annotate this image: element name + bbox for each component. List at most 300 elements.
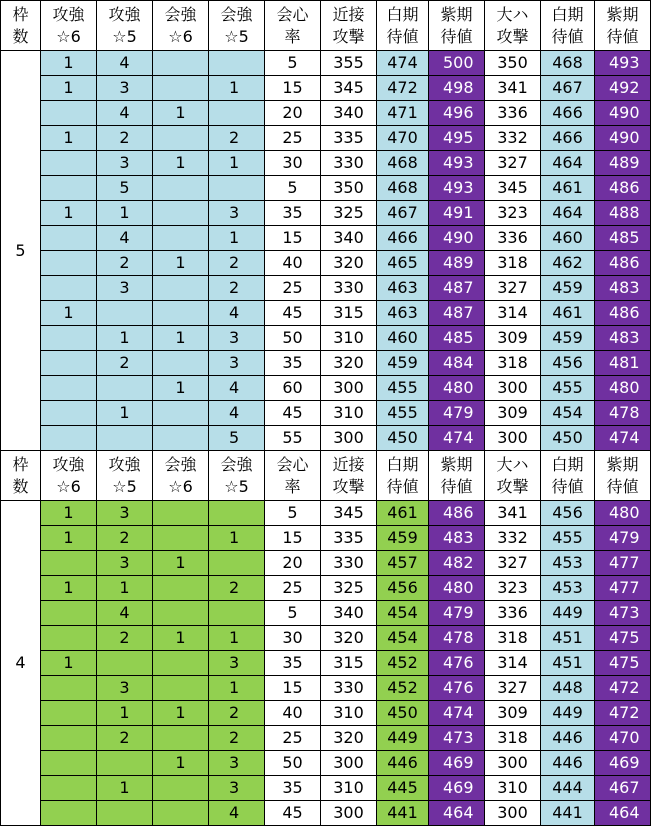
- big-attack-cell: 300: [485, 376, 541, 401]
- white-expected-cell: 446: [377, 751, 429, 776]
- crit-rate-cell: 50: [265, 326, 321, 351]
- purple-expected-2-cell: 469: [595, 751, 651, 776]
- purple-expected-cell: 464: [429, 801, 485, 826]
- white-expected-2-cell: 453: [541, 551, 595, 576]
- purple-expected-2-cell: 488: [595, 201, 651, 226]
- crit-boost-6-cell: [153, 576, 209, 601]
- crit-boost-6-cell: [153, 501, 209, 526]
- crit-boost-5-cell: 2: [209, 726, 265, 751]
- crit-boost-6-cell: [153, 801, 209, 826]
- big-attack-cell: 336: [485, 601, 541, 626]
- crit-boost-6-cell: [153, 776, 209, 801]
- attack-boost-6-cell: [41, 176, 97, 201]
- attack-boost-6-cell: 1: [41, 526, 97, 551]
- crit-boost-6-cell: [153, 76, 209, 101]
- header-white-expected-2: 白期 待値: [541, 451, 595, 501]
- crit-boost-5-cell: 3: [209, 326, 265, 351]
- attack-boost-5-cell: [97, 651, 153, 676]
- white-expected-2-cell: 454: [541, 401, 595, 426]
- attack-boost-5-cell: [97, 426, 153, 451]
- header-attack-boost-6: 攻強 ☆6: [41, 1, 97, 51]
- crit-boost-6-cell: 1: [153, 551, 209, 576]
- header-purple-expected-2: 紫期 待値: [595, 1, 651, 51]
- table-row: [1, 776, 651, 801]
- purple-expected-2-cell: 477: [595, 551, 651, 576]
- purple-expected-2-cell: 493: [595, 51, 651, 76]
- table-row: [1, 51, 651, 76]
- big-attack-cell: 300: [485, 426, 541, 451]
- crit-boost-5-cell: 5: [209, 426, 265, 451]
- purple-expected-cell: 474: [429, 701, 485, 726]
- attack-boost-5-cell: 1: [97, 776, 153, 801]
- table-row: [1, 601, 651, 626]
- white-expected-cell: 457: [377, 551, 429, 576]
- crit-rate-cell: 45: [265, 801, 321, 826]
- attack-boost-6-cell: [41, 401, 97, 426]
- purple-expected-2-cell: 467: [595, 776, 651, 801]
- header-white-expected: 白期 待値: [377, 1, 429, 51]
- white-expected-2-cell: 451: [541, 651, 595, 676]
- header-white-expected: 白期 待値: [377, 451, 429, 501]
- attack-boost-6-cell: [41, 101, 97, 126]
- white-expected-cell: 455: [377, 401, 429, 426]
- purple-expected-cell: 486: [429, 501, 485, 526]
- header-big-attack: 大ハ 攻撃: [485, 451, 541, 501]
- melee-attack-cell: 335: [321, 126, 377, 151]
- purple-expected-cell: 478: [429, 626, 485, 651]
- attack-boost-5-cell: 4: [97, 101, 153, 126]
- big-attack-cell: 309: [485, 701, 541, 726]
- white-expected-2-cell: 451: [541, 626, 595, 651]
- big-attack-cell: 309: [485, 401, 541, 426]
- crit-boost-6-cell: [153, 401, 209, 426]
- crit-rate-cell: 15: [265, 76, 321, 101]
- attack-boost-6-cell: [41, 376, 97, 401]
- crit-boost-5-cell: 1: [209, 151, 265, 176]
- attack-boost-6-cell: 1: [41, 576, 97, 601]
- melee-attack-cell: 310: [321, 401, 377, 426]
- header-melee-attack: 近接 攻撃: [321, 1, 377, 51]
- purple-expected-cell: 489: [429, 251, 485, 276]
- crit-boost-6-cell: 1: [153, 251, 209, 276]
- white-expected-2-cell: 441: [541, 801, 595, 826]
- purple-expected-2-cell: 486: [595, 176, 651, 201]
- white-expected-cell: 456: [377, 576, 429, 601]
- attack-boost-5-cell: [97, 751, 153, 776]
- table-row: [1, 801, 651, 826]
- header-white-expected-2: 白期 待値: [541, 1, 595, 51]
- purple-expected-2-cell: 480: [595, 376, 651, 401]
- crit-boost-6-cell: 1: [153, 701, 209, 726]
- crit-boost-6-cell: [153, 676, 209, 701]
- attack-boost-6-cell: 1: [41, 126, 97, 151]
- crit-boost-6-cell: [153, 651, 209, 676]
- white-expected-cell: 461: [377, 501, 429, 526]
- white-expected-2-cell: 461: [541, 176, 595, 201]
- crit-boost-6-cell: [153, 51, 209, 76]
- crit-rate-cell: 25: [265, 126, 321, 151]
- crit-rate-cell: 35: [265, 351, 321, 376]
- attack-boost-5-cell: 1: [97, 201, 153, 226]
- purple-expected-2-cell: 481: [595, 351, 651, 376]
- white-expected-2-cell: 464: [541, 201, 595, 226]
- white-expected-cell: 449: [377, 726, 429, 751]
- attack-boost-5-cell: 3: [97, 501, 153, 526]
- purple-expected-2-cell: 470: [595, 726, 651, 751]
- crit-rate-cell: 60: [265, 376, 321, 401]
- melee-attack-cell: 320: [321, 726, 377, 751]
- attack-boost-6-cell: 1: [41, 201, 97, 226]
- attack-boost-6-cell: [41, 426, 97, 451]
- table-row: [1, 726, 651, 751]
- attack-boost-6-cell: [41, 801, 97, 826]
- big-attack-cell: 327: [485, 676, 541, 701]
- big-attack-cell: 350: [485, 51, 541, 76]
- crit-boost-6-cell: 1: [153, 151, 209, 176]
- attack-boost-5-cell: 3: [97, 676, 153, 701]
- melee-attack-cell: 330: [321, 676, 377, 701]
- crit-boost-5-cell: [209, 601, 265, 626]
- table-row: [1, 176, 651, 201]
- big-attack-cell: 332: [485, 526, 541, 551]
- white-expected-2-cell: 444: [541, 776, 595, 801]
- purple-expected-2-cell: 475: [595, 626, 651, 651]
- attack-boost-6-cell: 1: [41, 51, 97, 76]
- white-expected-2-cell: 448: [541, 676, 595, 701]
- purple-expected-2-cell: 483: [595, 326, 651, 351]
- big-attack-cell: 300: [485, 751, 541, 776]
- attack-boost-6-cell: [41, 601, 97, 626]
- melee-attack-cell: 330: [321, 551, 377, 576]
- white-expected-2-cell: 446: [541, 726, 595, 751]
- melee-attack-cell: 325: [321, 576, 377, 601]
- crit-boost-5-cell: 1: [209, 526, 265, 551]
- attack-boost-6-cell: [41, 751, 97, 776]
- melee-attack-cell: 345: [321, 76, 377, 101]
- melee-attack-cell: 325: [321, 201, 377, 226]
- purple-expected-cell: 480: [429, 376, 485, 401]
- crit-boost-5-cell: 2: [209, 126, 265, 151]
- attack-boost-6-cell: [41, 701, 97, 726]
- melee-attack-cell: 320: [321, 351, 377, 376]
- white-expected-cell: 445: [377, 776, 429, 801]
- attack-boost-6-cell: [41, 351, 97, 376]
- crit-boost-5-cell: [209, 176, 265, 201]
- purple-expected-2-cell: 489: [595, 151, 651, 176]
- purple-expected-cell: 491: [429, 201, 485, 226]
- big-attack-cell: 332: [485, 126, 541, 151]
- big-attack-cell: 314: [485, 301, 541, 326]
- crit-boost-6-cell: [153, 276, 209, 301]
- big-attack-cell: 323: [485, 201, 541, 226]
- attack-boost-5-cell: 4: [97, 226, 153, 251]
- header-row: [1, 451, 651, 501]
- melee-attack-cell: 315: [321, 301, 377, 326]
- white-expected-2-cell: 468: [541, 51, 595, 76]
- purple-expected-cell: 476: [429, 651, 485, 676]
- frame-count-cell: 4: [1, 501, 41, 826]
- melee-attack-cell: 340: [321, 226, 377, 251]
- purple-expected-2-cell: 472: [595, 701, 651, 726]
- crit-boost-5-cell: 2: [209, 276, 265, 301]
- white-expected-cell: 459: [377, 351, 429, 376]
- white-expected-2-cell: 456: [541, 351, 595, 376]
- big-attack-cell: 300: [485, 801, 541, 826]
- frame-count-cell: 5: [1, 51, 41, 451]
- table-row: [1, 226, 651, 251]
- header-crit-boost-5: 会強 ☆5: [209, 451, 265, 501]
- crit-boost-5-cell: [209, 101, 265, 126]
- melee-attack-cell: 310: [321, 776, 377, 801]
- attack-boost-5-cell: 2: [97, 626, 153, 651]
- header-crit-rate: 会心 率: [265, 1, 321, 51]
- crit-rate-cell: 25: [265, 726, 321, 751]
- table-row: [1, 551, 651, 576]
- white-expected-2-cell: 455: [541, 376, 595, 401]
- crit-boost-5-cell: 4: [209, 401, 265, 426]
- attack-boost-6-cell: [41, 276, 97, 301]
- attack-boost-5-cell: [97, 301, 153, 326]
- crit-boost-6-cell: [153, 351, 209, 376]
- attack-boost-5-cell: 3: [97, 151, 153, 176]
- white-expected-2-cell: 455: [541, 526, 595, 551]
- crit-boost-5-cell: 1: [209, 676, 265, 701]
- purple-expected-cell: 482: [429, 551, 485, 576]
- big-attack-cell: 336: [485, 226, 541, 251]
- table-row: [1, 151, 651, 176]
- crit-boost-5-cell: 3: [209, 651, 265, 676]
- white-expected-2-cell: 453: [541, 576, 595, 601]
- white-expected-cell: 450: [377, 701, 429, 726]
- big-attack-cell: 314: [485, 651, 541, 676]
- melee-attack-cell: 310: [321, 701, 377, 726]
- table-row: [1, 376, 651, 401]
- crit-boost-6-cell: [153, 426, 209, 451]
- crit-rate-cell: 45: [265, 401, 321, 426]
- attack-boost-5-cell: 3: [97, 551, 153, 576]
- attack-boost-6-cell: [41, 776, 97, 801]
- purple-expected-2-cell: 485: [595, 226, 651, 251]
- attack-boost-6-cell: [41, 151, 97, 176]
- purple-expected-cell: 469: [429, 751, 485, 776]
- table-row: [1, 626, 651, 651]
- melee-attack-cell: 320: [321, 251, 377, 276]
- crit-boost-5-cell: 2: [209, 701, 265, 726]
- crit-boost-5-cell: 2: [209, 251, 265, 276]
- melee-attack-cell: 340: [321, 601, 377, 626]
- attack-boost-5-cell: 2: [97, 251, 153, 276]
- white-expected-2-cell: 446: [541, 751, 595, 776]
- attack-boost-5-cell: [97, 801, 153, 826]
- white-expected-2-cell: 449: [541, 701, 595, 726]
- crit-rate-cell: 35: [265, 651, 321, 676]
- table-row: [1, 576, 651, 601]
- crit-rate-cell: 15: [265, 676, 321, 701]
- table-row: [1, 201, 651, 226]
- attack-boost-6-cell: [41, 726, 97, 751]
- white-expected-cell: 467: [377, 201, 429, 226]
- white-expected-2-cell: 460: [541, 226, 595, 251]
- attack-boost-5-cell: [97, 376, 153, 401]
- purple-expected-2-cell: 478: [595, 401, 651, 426]
- header-purple-expected: 紫期 待値: [429, 1, 485, 51]
- crit-boost-5-cell: 3: [209, 751, 265, 776]
- header-frame-count: 枠 数: [1, 451, 41, 501]
- crit-boost-5-cell: [209, 51, 265, 76]
- white-expected-2-cell: 467: [541, 76, 595, 101]
- big-attack-cell: 327: [485, 276, 541, 301]
- header-big-attack: 大ハ 攻撃: [485, 1, 541, 51]
- crit-boost-5-cell: 1: [209, 226, 265, 251]
- white-expected-cell: 463: [377, 276, 429, 301]
- attack-boost-6-cell: [41, 676, 97, 701]
- table-row: [1, 676, 651, 701]
- crit-boost-6-cell: 1: [153, 751, 209, 776]
- melee-attack-cell: 300: [321, 426, 377, 451]
- white-expected-cell: 455: [377, 376, 429, 401]
- table-row: [1, 651, 651, 676]
- crit-rate-cell: 30: [265, 151, 321, 176]
- crit-rate-cell: 5: [265, 501, 321, 526]
- attack-boost-6-cell: [41, 226, 97, 251]
- attack-boost-5-cell: 4: [97, 601, 153, 626]
- big-attack-cell: 318: [485, 351, 541, 376]
- melee-attack-cell: 300: [321, 801, 377, 826]
- attack-boost-5-cell: 2: [97, 726, 153, 751]
- attack-boost-6-cell: [41, 251, 97, 276]
- big-attack-cell: 327: [485, 551, 541, 576]
- big-attack-cell: 327: [485, 151, 541, 176]
- purple-expected-cell: 500: [429, 51, 485, 76]
- crit-boost-6-cell: [153, 526, 209, 551]
- table-row: [1, 301, 651, 326]
- attack-boost-5-cell: 3: [97, 76, 153, 101]
- white-expected-cell: 454: [377, 601, 429, 626]
- crit-boost-6-cell: [153, 176, 209, 201]
- big-attack-cell: 341: [485, 76, 541, 101]
- crit-rate-cell: 40: [265, 701, 321, 726]
- melee-attack-cell: 330: [321, 151, 377, 176]
- melee-attack-cell: 335: [321, 526, 377, 551]
- white-expected-cell: 441: [377, 801, 429, 826]
- crit-boost-5-cell: 2: [209, 576, 265, 601]
- purple-expected-cell: 474: [429, 426, 485, 451]
- crit-rate-cell: 5: [265, 176, 321, 201]
- attack-boost-5-cell: 5: [97, 176, 153, 201]
- melee-attack-cell: 320: [321, 626, 377, 651]
- white-expected-2-cell: 459: [541, 276, 595, 301]
- big-attack-cell: 318: [485, 626, 541, 651]
- header-frame-count: 枠 数: [1, 1, 41, 51]
- crit-boost-6-cell: 1: [153, 626, 209, 651]
- header-row: [1, 1, 651, 51]
- crit-boost-6-cell: [153, 601, 209, 626]
- crit-boost-5-cell: [209, 501, 265, 526]
- attack-boost-5-cell: 4: [97, 51, 153, 76]
- crit-rate-cell: 55: [265, 426, 321, 451]
- header-crit-boost-6: 会強 ☆6: [153, 1, 209, 51]
- table-row: [1, 751, 651, 776]
- crit-rate-cell: 50: [265, 751, 321, 776]
- purple-expected-2-cell: 490: [595, 126, 651, 151]
- white-expected-cell: 468: [377, 151, 429, 176]
- white-expected-cell: 454: [377, 626, 429, 651]
- purple-expected-cell: 485: [429, 326, 485, 351]
- purple-expected-2-cell: 477: [595, 576, 651, 601]
- white-expected-cell: 463: [377, 301, 429, 326]
- crit-boost-5-cell: 4: [209, 301, 265, 326]
- big-attack-cell: 336: [485, 101, 541, 126]
- purple-expected-cell: 487: [429, 301, 485, 326]
- crit-boost-5-cell: 1: [209, 626, 265, 651]
- attack-boost-6-cell: [41, 551, 97, 576]
- white-expected-cell: 472: [377, 76, 429, 101]
- header-attack-boost-5: 攻強 ☆5: [97, 1, 153, 51]
- white-expected-2-cell: 449: [541, 601, 595, 626]
- crit-boost-5-cell: [209, 551, 265, 576]
- attack-boost-5-cell: 2: [97, 126, 153, 151]
- header-crit-boost-6: 会強 ☆6: [153, 451, 209, 501]
- purple-expected-cell: 469: [429, 776, 485, 801]
- attack-boost-5-cell: 1: [97, 401, 153, 426]
- crit-rate-cell: 5: [265, 601, 321, 626]
- crit-rate-cell: 45: [265, 301, 321, 326]
- crit-rate-cell: 5: [265, 51, 321, 76]
- melee-attack-cell: 345: [321, 501, 377, 526]
- table-row: [1, 426, 651, 451]
- crit-rate-cell: 20: [265, 101, 321, 126]
- purple-expected-2-cell: 486: [595, 301, 651, 326]
- attack-boost-6-cell: 1: [41, 651, 97, 676]
- melee-attack-cell: 310: [321, 326, 377, 351]
- white-expected-cell: 460: [377, 326, 429, 351]
- attack-boost-5-cell: 2: [97, 351, 153, 376]
- crit-boost-6-cell: [153, 226, 209, 251]
- white-expected-cell: 468: [377, 176, 429, 201]
- crit-boost-5-cell: 1: [209, 76, 265, 101]
- table-row: [1, 326, 651, 351]
- table-row: [1, 101, 651, 126]
- table-row: [1, 251, 651, 276]
- header-purple-expected: 紫期 待値: [429, 451, 485, 501]
- crit-rate-cell: 35: [265, 201, 321, 226]
- purple-expected-cell: 495: [429, 126, 485, 151]
- attack-boost-6-cell: 1: [41, 76, 97, 101]
- header-attack-boost-6: 攻強 ☆6: [41, 451, 97, 501]
- crit-boost-6-cell: 1: [153, 326, 209, 351]
- white-expected-2-cell: 461: [541, 301, 595, 326]
- header-purple-expected-2: 紫期 待値: [595, 451, 651, 501]
- big-attack-cell: 310: [485, 776, 541, 801]
- purple-expected-2-cell: 472: [595, 676, 651, 701]
- big-attack-cell: 309: [485, 326, 541, 351]
- big-attack-cell: 323: [485, 576, 541, 601]
- white-expected-cell: 452: [377, 651, 429, 676]
- crit-boost-5-cell: 4: [209, 801, 265, 826]
- melee-attack-cell: 355: [321, 51, 377, 76]
- white-expected-cell: 474: [377, 51, 429, 76]
- white-expected-2-cell: 456: [541, 501, 595, 526]
- white-expected-2-cell: 462: [541, 251, 595, 276]
- table-row: [1, 501, 651, 526]
- attack-boost-5-cell: 1: [97, 701, 153, 726]
- purple-expected-2-cell: 492: [595, 76, 651, 101]
- purple-expected-cell: 473: [429, 726, 485, 751]
- crit-boost-6-cell: [153, 726, 209, 751]
- table-row: [1, 351, 651, 376]
- big-attack-cell: 318: [485, 251, 541, 276]
- crit-boost-6-cell: 1: [153, 101, 209, 126]
